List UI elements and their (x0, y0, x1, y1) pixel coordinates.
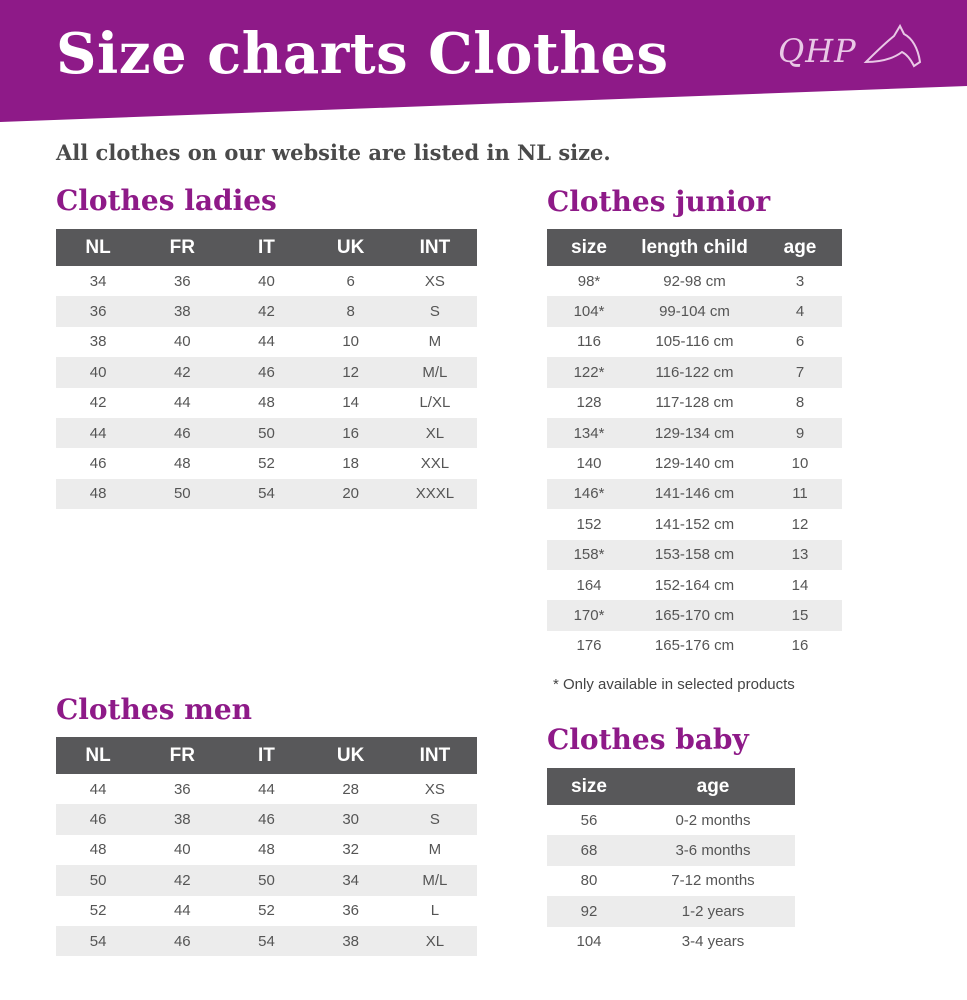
table-cell: M (428, 333, 442, 351)
table-cell: 152-164 cm (654, 576, 735, 594)
table-cell: 50 (140, 479, 224, 509)
baby-size-table (547, 768, 795, 957)
table-cell: 54 (224, 926, 308, 956)
table-row (547, 479, 842, 509)
table-cell: XXXL (393, 479, 477, 509)
table-cell: 152 (576, 515, 602, 533)
table-cell: 44 (258, 333, 275, 351)
table-cell: 44 (258, 780, 275, 798)
table-row (547, 327, 842, 357)
table-cell: XS (424, 780, 445, 798)
table-cell: 116 (577, 333, 601, 351)
column-header: length child (631, 229, 758, 266)
table-cell: M/L (393, 865, 477, 895)
intro-text: All clothes on our website are listed in NL size. (56, 140, 611, 165)
table-header-row (547, 768, 795, 805)
table-row (547, 631, 842, 661)
table-cell: 158* (547, 540, 631, 570)
column-header: NL (56, 229, 140, 266)
table-cell: L/XL (419, 394, 451, 412)
table-row (56, 357, 477, 387)
table-cell: 10 (342, 333, 359, 351)
column-header: UK (309, 229, 393, 266)
table-cell: 46 (224, 357, 308, 387)
table-cell: 42 (140, 865, 224, 895)
table-cell: 153-158 cm (631, 540, 758, 570)
table-cell: 116-122 cm (631, 357, 758, 387)
table-cell: 42 (224, 296, 308, 326)
table-cell: 12 (791, 515, 809, 533)
table-cell: 128 (576, 394, 602, 412)
table-cell: 1-2 years (631, 896, 795, 926)
column-header: FR (140, 229, 224, 266)
table-cell: 48 (258, 394, 275, 412)
column-header: FR (140, 737, 224, 774)
table-row (547, 570, 842, 600)
table-row (547, 266, 842, 296)
table-cell: 9 (758, 418, 842, 448)
table-cell: 176 (576, 637, 602, 655)
table-row (547, 509, 842, 539)
table-row (56, 896, 477, 926)
table-cell: 164 (576, 576, 602, 594)
column-header: IT (224, 737, 308, 774)
table-cell: 52 (89, 902, 107, 920)
table-cell: 52 (258, 455, 275, 473)
table-cell: 46 (56, 804, 140, 834)
table-cell: 165-170 cm (631, 600, 758, 630)
table-cell: 20 (309, 479, 393, 509)
table-cell: 14 (342, 394, 359, 412)
table-cell: 46 (224, 804, 308, 834)
column-header: age (758, 229, 842, 266)
column-header: INT (393, 229, 477, 266)
table-cell: 36 (173, 780, 191, 798)
table-cell: 92-98 cm (663, 272, 726, 290)
table-row (56, 296, 477, 326)
table-cell: 48 (56, 479, 140, 509)
table-cell: 32 (342, 841, 359, 859)
table-row (56, 774, 477, 804)
table-cell: 52 (258, 902, 275, 920)
table-cell: 44 (89, 780, 107, 798)
table-cell: 48 (173, 455, 191, 473)
table-cell: 15 (758, 600, 842, 630)
table-cell: 28 (342, 780, 359, 798)
table-cell: 105-116 cm (655, 333, 734, 351)
table-row (547, 896, 795, 926)
table-cell: 30 (309, 804, 393, 834)
table-cell: 7-12 months (671, 872, 755, 890)
table-cell: 12 (309, 357, 393, 387)
table-cell: 92 (547, 896, 631, 926)
table-cell: 54 (56, 926, 140, 956)
table-cell: 129-140 cm (654, 455, 735, 473)
table-cell: 56 (580, 811, 598, 829)
logo-text: QHP (778, 32, 857, 70)
table-row (56, 418, 477, 448)
table-cell: 40 (173, 841, 191, 859)
table-cell: 99-104 cm (631, 296, 758, 326)
table-cell: 44 (56, 418, 140, 448)
table-cell: 40 (258, 272, 275, 290)
table-cell: XL (393, 926, 477, 956)
page-title: Size charts Clothes (56, 21, 669, 87)
horse-head-icon (860, 22, 922, 78)
table-cell: 48 (258, 841, 275, 859)
table-cell: 46 (140, 418, 224, 448)
table-cell: 10 (791, 455, 809, 473)
table-cell: 50 (56, 865, 140, 895)
table-row (56, 327, 477, 357)
table-row (547, 600, 842, 630)
table-cell: 6 (795, 333, 805, 351)
table-row (56, 448, 477, 478)
men-title: Clothes men (56, 693, 253, 726)
qhp-logo (778, 22, 928, 78)
table-cell: 36 (56, 296, 140, 326)
table-row (547, 448, 842, 478)
table-cell: S (393, 296, 477, 326)
table-header-row (56, 229, 477, 266)
table-cell: 50 (224, 418, 308, 448)
table-cell: 38 (309, 926, 393, 956)
table-row (547, 805, 795, 835)
table-row (56, 835, 477, 865)
table-row (547, 540, 842, 570)
table-row (547, 296, 842, 326)
table-cell: 98* (577, 272, 601, 290)
column-header: NL (56, 737, 140, 774)
table-cell: 80 (580, 872, 598, 890)
table-cell: 141-146 cm (631, 479, 758, 509)
table-row (547, 927, 795, 957)
table-cell: 3-4 years (681, 933, 745, 951)
table-cell: 4 (758, 296, 842, 326)
table-header-row (547, 229, 842, 266)
junior-footnote: * Only available in selected products (553, 676, 795, 693)
table-cell: 3 (795, 272, 805, 290)
table-row (56, 388, 477, 418)
table-cell: 13 (758, 540, 842, 570)
table-row (56, 804, 477, 834)
table-cell: L (430, 902, 440, 920)
table-row (56, 926, 477, 956)
table-cell: 122* (547, 357, 631, 387)
table-cell: 16 (309, 418, 393, 448)
table-cell: 8 (795, 394, 805, 412)
table-cell: 170* (547, 600, 631, 630)
table-cell: 34 (309, 865, 393, 895)
ladies-size-table (56, 229, 477, 509)
table-cell: 134* (547, 418, 631, 448)
table-cell: 16 (791, 637, 809, 655)
table-cell: 44 (173, 902, 191, 920)
table-cell: M (428, 841, 442, 859)
table-row (547, 866, 795, 896)
baby-title: Clothes baby (547, 723, 749, 756)
table-cell: 48 (89, 841, 107, 859)
table-row (56, 479, 477, 509)
table-cell: 38 (89, 333, 107, 351)
column-header: size (547, 768, 631, 805)
column-header: UK (309, 737, 393, 774)
men-size-table (56, 737, 477, 956)
table-row (56, 266, 477, 296)
junior-title: Clothes junior (547, 185, 771, 218)
table-row (547, 835, 795, 865)
table-cell: 42 (89, 394, 107, 412)
table-cell: 42 (140, 357, 224, 387)
column-header: INT (393, 737, 477, 774)
table-cell: 46 (89, 455, 107, 473)
table-cell: 34 (89, 272, 107, 290)
column-header: IT (224, 229, 308, 266)
table-cell: 68 (547, 835, 631, 865)
table-row (56, 865, 477, 895)
table-cell: 104* (547, 296, 631, 326)
table-cell: 40 (173, 333, 191, 351)
table-cell: 40 (56, 357, 140, 387)
table-cell: 38 (140, 804, 224, 834)
table-cell: 54 (224, 479, 308, 509)
column-header: size (547, 229, 631, 266)
table-cell: 104 (576, 933, 602, 951)
table-cell: 7 (758, 357, 842, 387)
table-cell: 36 (342, 902, 359, 920)
table-row (547, 418, 842, 448)
table-header-row (56, 737, 477, 774)
junior-size-table (547, 229, 842, 661)
table-cell: 140 (576, 455, 602, 473)
ladies-title: Clothes ladies (56, 184, 277, 217)
table-cell: 0-2 months (675, 811, 751, 829)
table-cell: 146* (547, 479, 631, 509)
table-cell: 129-134 cm (631, 418, 758, 448)
table-cell: 165-176 cm (654, 637, 735, 655)
table-cell: 18 (342, 455, 359, 473)
table-row (547, 357, 842, 387)
table-row (547, 388, 842, 418)
table-cell: 11 (758, 479, 842, 509)
table-cell: XL (393, 418, 477, 448)
table-cell: 38 (140, 296, 224, 326)
table-cell: 46 (140, 926, 224, 956)
table-cell: 8 (309, 296, 393, 326)
table-cell: S (393, 804, 477, 834)
table-cell: 117-128 cm (655, 394, 734, 412)
table-cell: 36 (173, 272, 191, 290)
table-cell: 44 (173, 394, 191, 412)
table-cell: XXL (420, 455, 450, 473)
table-cell: 6 (346, 272, 355, 290)
column-header: age (631, 768, 795, 805)
table-cell: 3-6 months (631, 835, 795, 865)
table-cell: M/L (393, 357, 477, 387)
table-cell: 50 (224, 865, 308, 895)
table-cell: XS (424, 272, 445, 290)
table-cell: 14 (791, 576, 809, 594)
table-cell: 141-152 cm (654, 515, 735, 533)
